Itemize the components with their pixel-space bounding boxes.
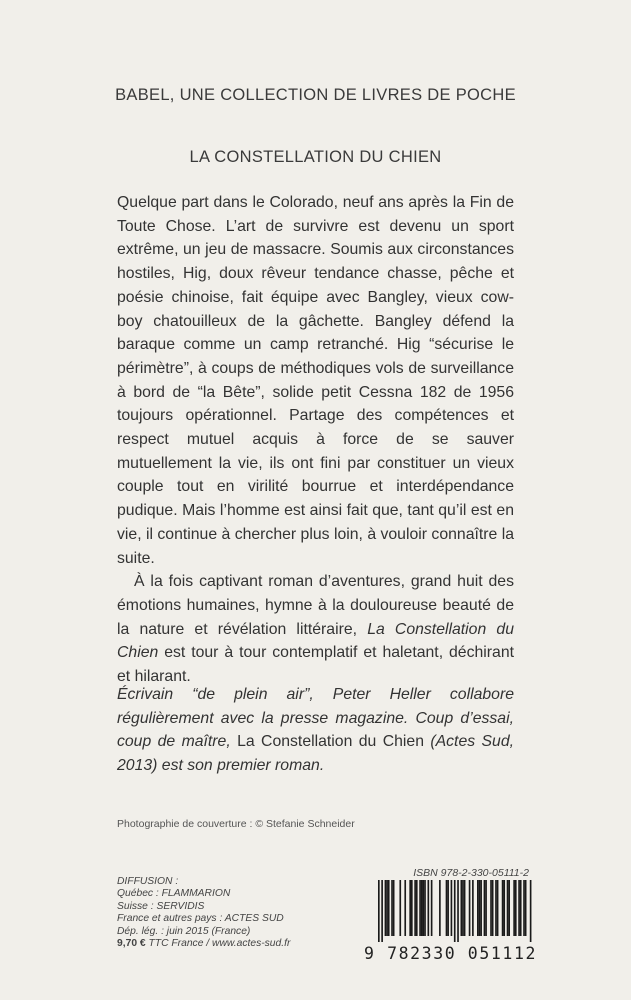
distribution-suisse: Suisse : SERVIDIS: [117, 900, 205, 912]
bio-part-2: (Actes Sud, 2013) est son premier roman.: [117, 733, 514, 775]
barcode-digits: 9 782330 051112: [364, 944, 538, 963]
barcode-bar: [477, 880, 479, 936]
synopsis-paragraph-2: [117, 570, 514, 689]
barcode-bar: [386, 880, 388, 936]
barcode-bar: [388, 880, 390, 936]
book-title: LA CONSTELLATION DU CHIEN: [189, 148, 442, 166]
barcode-bar: [447, 880, 449, 936]
barcode-bar: [378, 880, 380, 942]
barcode-bar: [464, 880, 466, 936]
barcode-bar: [457, 880, 459, 942]
barcode-bar: [391, 880, 393, 936]
barcode-bar: [497, 880, 499, 936]
barcode: [364, 880, 532, 947]
barcode-bar: [472, 880, 474, 936]
barcode-bar: [399, 880, 401, 936]
barcode-bar: [508, 880, 510, 936]
barcode-bar: [495, 880, 497, 936]
distribution-quebec: Québec : FLAMMARION: [117, 888, 231, 900]
barcode-bar: [485, 880, 487, 936]
barcode-bar: [502, 880, 504, 936]
barcode-bar: [523, 880, 525, 936]
barcode-bar: [381, 880, 383, 942]
bio-part-1: Écrivain “de plein air”, Peter Heller collabore régulièrement avec la presse magazine. Coup d’essai, coup de maître,: [117, 686, 514, 751]
distribution-france: France et autres pays : ACTES SUD: [117, 913, 284, 925]
synopsis-paragraph-1: Quelque part dans le Colorado, neuf ans après la Fin de Toute Chose. L’art de survivre est devenu un sport extrême, un jeu de massacre. Soumis aux circonstances hostiles, Hig, doux rêveur tendance chasse, pêche et poésie chinoise, fait équipe avec Bangley, vieux cow-boy chatouilleux de la gâchette. Bangley défend la baraque comme un camp retranché. Hig “sécurise le périmètre”, à coups de méthodiques vols de surveillance à bord de “la Bête”, solide petit Cessna 182 de 1956 toujours opérationnel. Partage des compétences et respect mutuel acquis à force de se sauver mutuellement la vie, ils ont fini par constituer un vieux couple tout en virilité bourrue et interdépendance pudique. Mais l’homme est ainsi fait que, tant qu’il est en vie, il continue à chercher plus loin, à vouloir connaître la suite.: [117, 194, 514, 567]
barcode-bar: [492, 880, 494, 936]
synopsis-p2-end: est tour à tour contemplatif et haletant, déchirant et hilarant.: [117, 644, 514, 686]
barcode-bar: [404, 880, 406, 936]
barcode-bar: [416, 880, 418, 936]
barcode-bar: [451, 880, 453, 936]
price-line: [117, 938, 290, 950]
barcode-bar: [421, 880, 423, 936]
isbn-label: ISBN 978-2-330-05111-2: [413, 867, 529, 879]
barcode-bar: [409, 880, 411, 936]
barcode-bar: [525, 880, 527, 936]
distribution-heading: DIFFUSION :: [117, 876, 179, 887]
barcode-bars: [364, 880, 532, 942]
barcode-bar: [385, 880, 387, 936]
barcode-bar: [513, 880, 515, 936]
synopsis: [117, 191, 514, 689]
barcode-bar: [439, 880, 441, 936]
barcode-bar: [462, 880, 464, 936]
barcode-bar: [520, 880, 522, 936]
price: 9,70 €: [117, 938, 146, 950]
photo-credit: Photographie de couverture : © Stefanie Schneider: [117, 818, 355, 830]
barcode-bar: [424, 880, 426, 936]
barcode-bar: [454, 880, 456, 942]
barcode-bar: [393, 880, 395, 936]
barcode-bar: [503, 880, 505, 936]
barcode-bar: [480, 880, 482, 936]
synopsis-p2-start: À la fois captivant roman d’aventures, grand huit des émotions humaines, hymne à la douloureuse beauté de la nature et révélation littéraire,: [117, 573, 514, 638]
barcode-bar: [490, 880, 492, 936]
price-suffix: TTC France / www.actes-sud.fr: [145, 938, 291, 950]
barcode-bar: [423, 880, 425, 936]
barcode-bar: [530, 880, 532, 942]
barcode-bar: [461, 880, 463, 936]
barcode-bar: [446, 880, 448, 936]
barcode-bar: [479, 880, 481, 936]
barcode-bar: [484, 880, 486, 936]
distribution-info: [117, 876, 290, 950]
synopsis-book-title: La Constellation du Chien: [117, 620, 514, 662]
barcode-bar: [469, 880, 471, 936]
barcode-bar: [507, 880, 509, 936]
series-heading: BABEL, UNE COLLECTION DE LIVRES DE POCHE: [115, 86, 516, 104]
bio-book-title: La Constellation du Chien: [230, 733, 431, 751]
barcode-bar: [414, 880, 416, 936]
barcode-bar: [431, 880, 433, 936]
barcode-bar: [518, 880, 520, 936]
barcode-bar: [428, 880, 430, 936]
barcode-bar: [419, 880, 421, 936]
legal-deposit: Dép. lég. : juin 2015 (France): [117, 925, 251, 937]
author-bio: [117, 683, 514, 778]
barcode-bar: [515, 880, 517, 936]
barcode-bar: [411, 880, 413, 936]
